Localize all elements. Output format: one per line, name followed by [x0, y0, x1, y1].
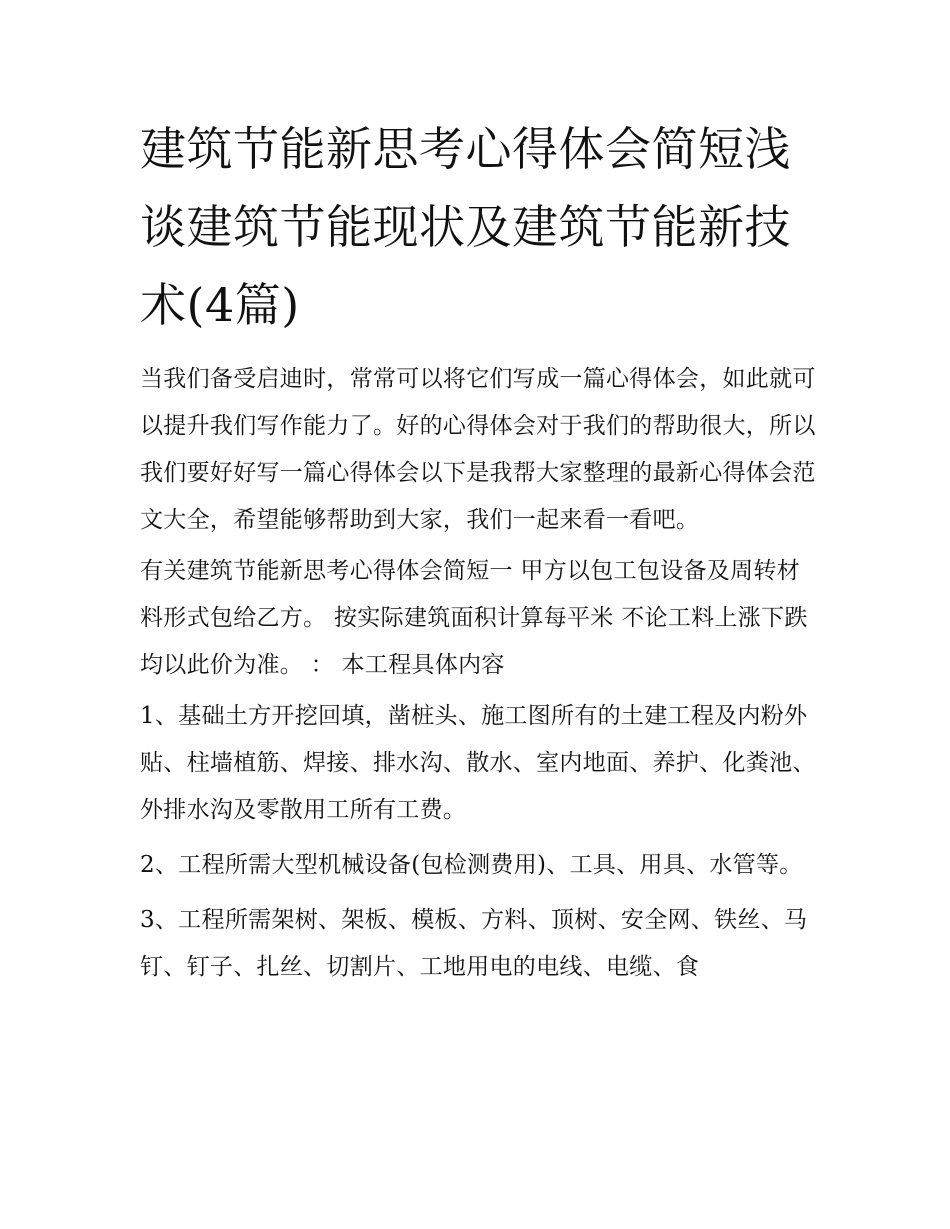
section-one-paragraph: 有关建筑节能新思考心得体会简短一 甲方以包工包设备及周转材料形式包给乙方。 按实际建筑面积计算每平米 不论工料上涨下跌均以此价为准。 ： 本工程具体内容 — [140, 558, 808, 678]
intro-paragraph: 当我们备受启迪时，常常可以将它们写成一篇心得体会，如此就可以提升我们写作能力了。好的心得体会对于我们的帮助很大，所以我们要好好写一篇心得体会以下是我帮大家整理的最新心得体会范文大全，希望能够帮助到大家，我们一起来看一看吧。 — [140, 366, 816, 533]
document-page — [140, 110, 820, 999]
document-title: 建筑节能新思考心得体会简短浅谈建筑节能现状及建筑节能新技术(4篇) — [140, 122, 791, 332]
list-item: 1、基础土方开挖回填，凿桩头、施工图所有的土建工程及内粉外贴、柱墙植筋、焊接、排水沟、散水、室内地面、养护、化粪池、外排水沟及零散用工所有工费。 — [140, 703, 816, 823]
list-item: 2、工程所需大型机械设备(包检测费用)、工具、用具、水管等。 — [140, 852, 803, 878]
list-item: 3、工程所需架树、架板、模板、方料、顶树、安全网、铁丝、马钉、钉子、扎丝、切割片、工地用电的电线、电缆、食 — [140, 907, 808, 980]
